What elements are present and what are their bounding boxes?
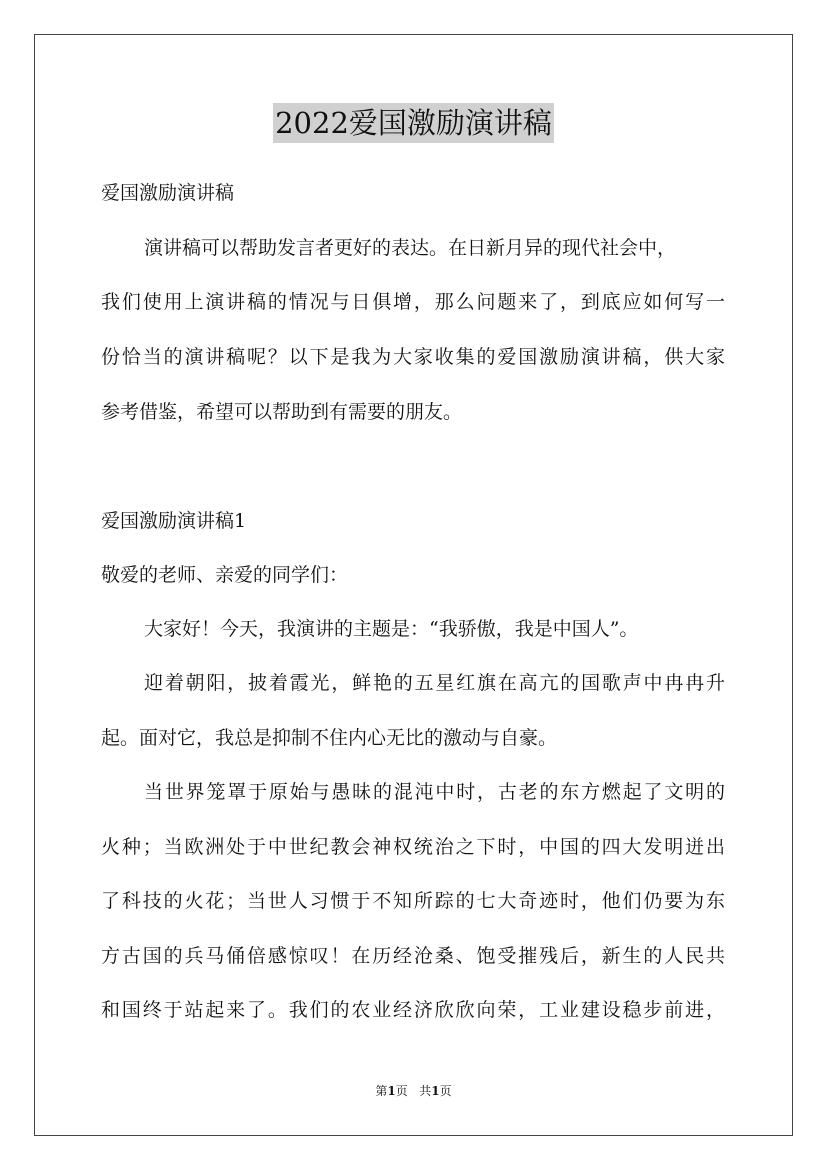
document-title: 2022爱国激励演讲稿 [273,103,554,143]
body-line-7: 方古国的兵马俑倍感惊叹！在历经沧桑、饱受摧残后，新生的人民共 [101,945,725,967]
footer-total-number: 1 [431,1084,440,1098]
footer-total-prefix: 共 [419,1084,432,1098]
intro-line-1: 演讲稿可以帮助发言者更好的表达。在日新月异的现代社会中， [144,237,677,259]
body-line-4: 当世界笼罩于原始与愚昧的混沌中时，古老的东方燃起了文明的 [144,781,725,803]
section-heading: 爱国激励演讲稿1 [101,510,247,532]
body-line-1: 大家好！今天，我演讲的主题是：“我骄傲，我是中国人”。 [144,618,639,640]
body-line-6: 了科技的火花；当世人习惯于不知所踪的七大奇迹时，他们仍要为东 [101,890,725,912]
greeting: 敬爱的老师、亲爱的同学们： [101,564,349,586]
footer-page-prefix: 第 [375,1084,388,1098]
footer-total-suffix: 页 [439,1084,452,1098]
body-line-3: 起。面对它，我总是抑制不住内心无比的激动与自豪。 [101,727,558,749]
footer-page-number: 1 [387,1084,396,1098]
body-line-5: 火种；当欧洲处于中世纪教会神权统治之下时，中国的四大发明迸出 [101,836,725,858]
body-line-2: 迎着朝阳，披着霞光，鲜艳的五星红旗在高亢的国歌声中冉冉升 [144,672,725,694]
document-subtitle: 爱国激励演讲稿 [101,182,235,204]
intro-line-2: 我们使用上演讲稿的情况与日俱增，那么问题来了，到底应如何写一 [101,291,725,313]
body-line-8: 和国终于站起来了。我们的农业经济欣欣向荣，工业建设稳步前进， [101,999,725,1021]
footer-page-suffix: 页 [395,1084,408,1098]
page-footer [0,1083,827,1099]
intro-line-3: 份恰当的演讲稿呢？以下是我为大家收集的爱国激励演讲稿，供大家 [101,346,725,368]
intro-line-4: 参考借鉴，希望可以帮助到有需要的朋友。 [101,401,463,423]
title-container [0,103,827,143]
